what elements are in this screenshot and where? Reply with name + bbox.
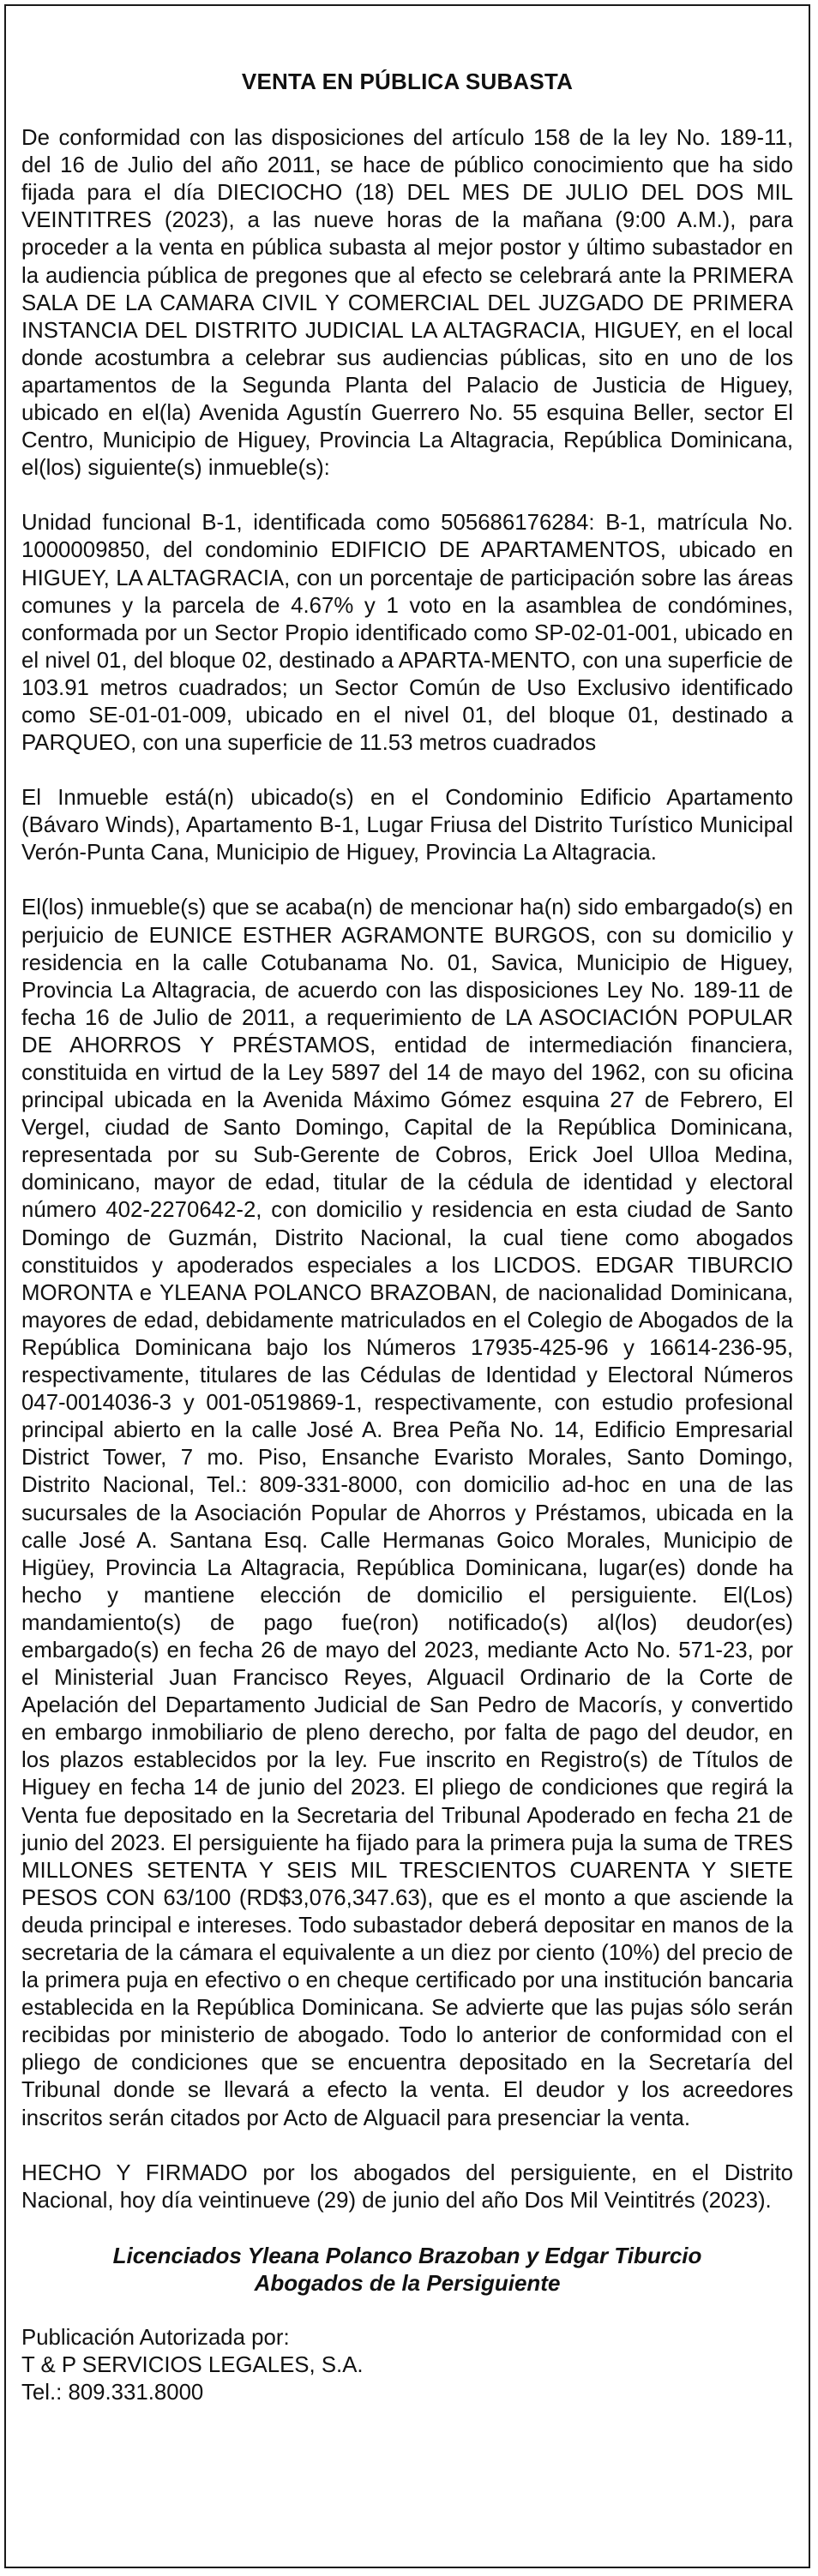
signature-role: Abogados de la Persiguiente [254,2269,561,2296]
notice-paragraph-property-unit: Unidad funcional B-1, identificada como 505686176284: B-1, matrícula No. 1000009850, del condominio EDIFICIO DE APARTAMENTOS, ubicado en HIGUEY, LA ALTAGRACIA, con un porcentaje de participación sobre las áreas comunes y la parcela de 4.67% y 1 voto en la asamblea de condómines, conformada por un Sector Propio identificado como SP-02-01-001, ubicado en el nivel 01, del bloque 02, destinado a APARTA-MENTO, con una superficie de 103.91 metros cuadrados; un Sector Común de Uso Exclusivo identificado como SE-01-01-009, ubicado en el nivel 01, del bloque 01, destinado a PARQUEO, con una superficie de 11.53 metros cuadrados [21,511,793,756]
notice-content [21,68,793,2406]
notice-paragraph-auction-date: De conformidad con las disposiciones del artículo 158 de la ley No. 189-11, del 16 de Julio del año 2011, se hace de público conocimiento que ha sido fijada para el día DIECIOCHO (18) DEL MES DE JULIO DEL DOS MIL VEINTITRES (2023), a las nueve horas de la mañana (9:00 A.M.), para proceder a la venta en pública subasta al mejor postor y último subastador en la audiencia pública de pregones que al efecto se celebrará ante la PRIMERA SALA DE LA CAMARA CIVIL Y COMERCIAL DEL JUZGADO DE PRIMERA INSTANCIA DEL DISTRITO JUDICIAL LA ALTAGRACIA, HIGUEY, en el local donde acostumbra a celebrar sus audiencias públicas, sito en uno de los apartamentos de la Segunda Planta del Palacio de Justicia de Higuey, ubicado en el(la) Avenida Agustín Guerrero No. 55 esquina Beller, sector El Centro, Municipio de Higuey, Provincia La Altagracia, República Dominicana, el(los) siguiente(s) inmueble(s): [21,126,793,481]
signature-lawyers: Licenciados Yleana Polanco Brazoban y Edgar Tiburcio [112,2242,702,2268]
notice-paragraph-signed: HECHO Y FIRMADO por los abogados del persiguiente, en el Distrito Nacional, hoy día veintinueve (29) de junio del año Dos Mil Veintitrés (2023). [21,2160,793,2213]
notice-title: VENTA EN PÚBLICA SUBASTA [241,69,574,94]
signature-block [21,2242,793,2297]
notice-paragraph-seizure-details: El(los) inmueble(s) que se acaba(n) de mencionar ha(n) sido embargado(s) en perjuicio de EUNICE ESTHER AGRAMONTE BURGOS, con su domicilio y residencia en la calle Cotubanama No. 01, Savica, Municipio de Higuey, Provincia La Altagracia, de acuerdo con las disposiciones Ley No. 189-11 de fecha 16 de Julio de 2011, a requerimiento de LA ASOCIACIÓN POPULAR DE AHORROS Y PRÉSTAMOS, entidad de intermediación financiera, constituida en virtud de la Ley 5897 del 14 de mayo del 1962, con su oficina principal ubicada en la Avenida Máximo Gómez esquina 27 de Febrero, El Vergel, ciudad de Santo Domingo, Capital de la República Dominicana, representada por su Sub-Gerente de Cobros, Erick Joel Ulloa Medina, dominicano, mayor de edad, titular de la cédula de identidad y electoral número 402-2270642-2, con domicilio y residencia en esta ciudad de Santo Domingo de Guzmán, Distrito Nacional, la cual tiene como abogados constituidos y apoderados especiales a los LICDOS. EDGAR TIBURCIO MORONTA e YLEANA POLANCO BRAZOBAN, de nacionalidad Dominicana, mayores de edad, debidamente matriculados en el Colegio de Abogados de la República Dominicana bajo los Números 17935-425-96 y 16614-236-95, respectivamente, titulares de las Cédulas de Identidad y Electoral Números 047-0014036-3 y 001-0519869-1, respectivamente, con estudio profesional principal abierto en la calle José A. Brea Peña No. 14, Edificio Empresarial District Tower, 7 mo. Piso, Ensanche Evaristo Morales, Santo Domingo, Distrito Nacional, Tel.: 809-331-8000, con domicilio ad-hoc en una de las sucursales de la Asociación Popular de Ahorros y Préstamos, ubicada en la calle José A. Santana Esq. Calle Hermanas Goico Morales, Municipio de Higüey, Provincia La Altagracia, República Dominicana, lugar(es) donde ha hecho y mantiene elección de domicilio el persiguiente. El(Los) mandamiento(s) de pago fue(ron) notificado(s) al(los) deudor(es) embargado(s) en fecha 26 de mayo del 2023, mediante Acto No. 571-23, por el Ministerial Juan Francisco Reyes, Alguacil Ordinario de la Corte de Apelación del Departamento Judicial de San Pedro de Macorís, y convertido en embargo inmobiliario de pleno derecho, por falta de pago del deudor, en los plazos establecidos por la ley. Fue inscrito en Registro(s) de Títulos de Higuey en fecha 14 de junio del 2023. El pliego de condiciones que regirá la Venta fue depositado en la Secretaria del Tribunal Apoderado en fecha 21 de junio del 2023. El persiguiente ha fijado para la primera puja la suma de TRES MILLONES SETENTA Y SEIS MIL TRESCIENTOS CUARENTA Y SIETE PESOS CON 63/100 (RD$3,076,347.63), que es el monto a que asciende la deuda principal e intereses. Todo subastador deberá depositar en manos de la secretaria de la cámara el equivalente a un diez por ciento (10%) del precio de la primera puja en efectivo o en cheque certificado por una institución bancaria establecida en la República Dominicana. Se advierte que las pujas sólo serán recibidas por ministerio de abogado. Todo lo anterior de conformidad con el pliego de condiciones que se encuentra depositado en la Secretaría del Tribunal donde se llevará a efecto la venta. El deudor y los acreedores inscritos serán citados por Acto de Alguacil para presenciar la venta. [21,896,793,2130]
footer-phone: Tel.: 809.331.8000 [21,2381,204,2405]
publication-footer [21,2324,793,2406]
notice-paragraph-property-location: El Inmueble está(n) ubicado(s) en el Condominio Edificio Apartamento (Bávaro Winds), Apartamento B-1, Lugar Friusa del Distrito Turístico Municipal Verón-Punta Cana, Municipio de Higuey, Provincia La Altagracia. [21,786,793,866]
footer-company: T & P SERVICIOS LEGALES, S.A. [21,2352,364,2377]
notice-frame [4,4,810,2568]
footer-authorized-by: Publicación Autorizada por: [21,2325,290,2350]
